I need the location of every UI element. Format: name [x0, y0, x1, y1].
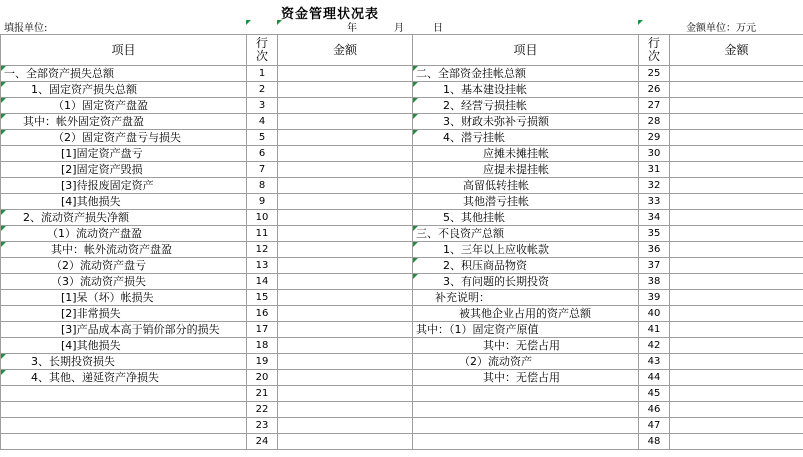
table-row	[1, 226, 803, 242]
amount-left-cell[interactable]	[278, 322, 413, 338]
amount-left-cell[interactable]	[278, 130, 413, 146]
row-number-left: 4	[247, 114, 278, 130]
row-number-right: 44	[639, 370, 670, 386]
item-left: 1、固定资产损失总额	[1, 82, 247, 98]
amount-right-cell[interactable]	[670, 98, 803, 114]
table-row	[1, 338, 803, 354]
row-number-right: 40	[639, 306, 670, 322]
row-number-right: 47	[639, 418, 670, 434]
table-row	[1, 322, 803, 338]
row-number-right: 39	[639, 290, 670, 306]
item-right: 补充说明：	[413, 290, 639, 306]
row-number-left: 20	[247, 370, 278, 386]
header-row-top: 行	[647, 36, 660, 50]
date-day-label: 日	[433, 23, 443, 34]
amount-right-cell[interactable]	[670, 130, 803, 146]
header-row-top: 行	[255, 36, 268, 50]
row-number-right: 38	[639, 274, 670, 290]
table-row	[1, 114, 803, 130]
amount-right-cell[interactable]	[670, 82, 803, 98]
item-left	[1, 434, 247, 450]
amount-right-cell[interactable]	[670, 322, 803, 338]
item-left: （1）固定资产盘盈	[1, 98, 247, 114]
amount-left-cell[interactable]	[278, 146, 413, 162]
item-right	[413, 418, 639, 434]
table-row	[1, 402, 803, 418]
amount-right-cell[interactable]	[670, 306, 803, 322]
row-number-left: 2	[247, 82, 278, 98]
item-left: 其中：帐外固定资产盘盈	[1, 114, 247, 130]
row-number-left: 16	[247, 306, 278, 322]
item-left: 3、长期投资损失	[1, 354, 247, 370]
row-number-right: 36	[639, 242, 670, 258]
table-row	[1, 306, 803, 322]
item-left: （2）固定资产盘亏与损失	[1, 130, 247, 146]
row-number-right: 30	[639, 146, 670, 162]
item-right: 应提未提挂帐	[413, 162, 639, 178]
item-right: （2）流动资产	[413, 354, 639, 370]
item-left: [1]固定资产盘亏	[1, 146, 247, 162]
amount-right-cell[interactable]	[670, 226, 803, 242]
amount-left-cell[interactable]	[278, 66, 413, 82]
date-year-label: 年	[347, 23, 357, 34]
amount-left-cell[interactable]	[278, 258, 413, 274]
item-left: [3]产品成本高于销价部分的损失	[1, 322, 247, 338]
item-left: [2]非常损失	[1, 306, 247, 322]
header-item-left: 项目	[1, 35, 247, 66]
table-row	[1, 194, 803, 210]
row-number-right: 28	[639, 114, 670, 130]
row-number-right: 29	[639, 130, 670, 146]
item-right: 3、财政未弥补亏损额	[413, 114, 639, 130]
row-number-left: 11	[247, 226, 278, 242]
table-row	[1, 258, 803, 274]
row-number-right: 32	[639, 178, 670, 194]
row-number-left: 17	[247, 322, 278, 338]
item-right: 其中：（1）固定资产原值	[413, 322, 639, 338]
item-right	[413, 402, 639, 418]
header-row-number-right	[639, 35, 670, 66]
item-left: 一、全部资产损失总额	[1, 66, 247, 82]
amount-right-cell[interactable]	[670, 210, 803, 226]
amount-left-cell[interactable]	[278, 290, 413, 306]
item-left: 2、流动资产损失净额	[1, 210, 247, 226]
row-number-left: 6	[247, 146, 278, 162]
amount-right-cell[interactable]	[670, 274, 803, 290]
amount-right-cell[interactable]	[670, 434, 803, 450]
amount-left-cell[interactable]	[278, 386, 413, 402]
header-amount-left: 金额	[278, 35, 413, 66]
table-row	[1, 290, 803, 306]
amount-right-cell[interactable]	[670, 386, 803, 402]
item-right	[413, 386, 639, 402]
header-row-bottom: 次	[255, 49, 268, 63]
row-number-left: 7	[247, 162, 278, 178]
row-number-left: 3	[247, 98, 278, 114]
table-row	[1, 66, 803, 82]
row-number-right: 41	[639, 322, 670, 338]
amount-left-cell[interactable]	[278, 98, 413, 114]
amount-right-cell[interactable]	[670, 162, 803, 178]
item-left: [2]固定资产毁损	[1, 162, 247, 178]
amount-left-cell[interactable]	[278, 178, 413, 194]
table-row	[1, 434, 803, 450]
row-number-right: 25	[639, 66, 670, 82]
amount-left-cell[interactable]	[278, 194, 413, 210]
amount-left-cell[interactable]	[278, 226, 413, 242]
item-left	[1, 418, 247, 434]
row-number-right: 42	[639, 338, 670, 354]
date-month-label: 月	[394, 23, 404, 34]
row-number-right: 27	[639, 98, 670, 114]
row-number-right: 37	[639, 258, 670, 274]
amount-right-cell[interactable]	[670, 146, 803, 162]
table-row	[1, 242, 803, 258]
table-row	[1, 386, 803, 402]
amount-right-cell[interactable]	[670, 402, 803, 418]
row-number-left: 12	[247, 242, 278, 258]
amount-left-cell[interactable]	[278, 210, 413, 226]
table-row	[1, 370, 803, 386]
row-number-left: 14	[247, 274, 278, 290]
amount-right-cell[interactable]	[670, 178, 803, 194]
item-right: 被其他企业占用的资产总额	[413, 306, 639, 322]
header-amount-right: 金额	[670, 35, 803, 66]
amount-right-cell[interactable]	[670, 114, 803, 130]
amount-left-cell[interactable]	[278, 114, 413, 130]
item-right: 其中：无偿占用	[413, 370, 639, 386]
row-number-left: 23	[247, 418, 278, 434]
amount-right-cell[interactable]	[670, 370, 803, 386]
item-right: 其他潜亏挂帐	[413, 194, 639, 210]
amount-right-cell[interactable]	[670, 258, 803, 274]
reporting-unit-label: 填报单位:	[4, 23, 48, 34]
row-number-left: 9	[247, 194, 278, 210]
item-right: 5、其他挂帐	[413, 210, 639, 226]
item-right: 1、基本建设挂帐	[413, 82, 639, 98]
item-right: 3、有问题的长期投资	[413, 274, 639, 290]
fund-status-table	[0, 34, 803, 450]
table-row	[1, 162, 803, 178]
item-right: 二、全部资金挂帐总额	[413, 66, 639, 82]
amount-right-cell[interactable]	[670, 66, 803, 82]
row-number-left: 22	[247, 402, 278, 418]
item-right	[413, 434, 639, 450]
header-row-bottom: 次	[647, 49, 660, 63]
row-number-left: 19	[247, 354, 278, 370]
item-left: [4]其他损失	[1, 194, 247, 210]
row-number-right: 46	[639, 402, 670, 418]
row-number-right: 48	[639, 434, 670, 450]
amount-left-cell[interactable]	[278, 274, 413, 290]
table-row	[1, 210, 803, 226]
page-title: 资金管理状况表	[280, 7, 379, 22]
amount-right-cell[interactable]	[670, 338, 803, 354]
item-right: 2、经营亏损挂帐	[413, 98, 639, 114]
amount-right-cell[interactable]	[670, 418, 803, 434]
header-item-right: 项目	[413, 35, 639, 66]
row-number-right: 45	[639, 386, 670, 402]
row-number-left: 5	[247, 130, 278, 146]
item-right: 1、三年以上应收帐款	[413, 242, 639, 258]
row-number-left: 21	[247, 386, 278, 402]
item-left: [1]呆（坏）帐损失	[1, 290, 247, 306]
amount-left-cell[interactable]	[278, 338, 413, 354]
item-right: 高留低转挂帐	[413, 178, 639, 194]
table-row	[1, 354, 803, 370]
amount-right-cell[interactable]	[670, 354, 803, 370]
table-row	[1, 98, 803, 114]
table-row	[1, 178, 803, 194]
row-number-left: 18	[247, 338, 278, 354]
amount-left-cell[interactable]	[278, 434, 413, 450]
row-number-left: 1	[247, 66, 278, 82]
table-row	[1, 130, 803, 146]
amount-left-cell[interactable]	[278, 370, 413, 386]
row-number-left: 8	[247, 178, 278, 194]
header-row	[1, 35, 803, 66]
header-row-number-left	[247, 35, 278, 66]
item-right: 其中：无偿占用	[413, 338, 639, 354]
amount-left-cell[interactable]	[278, 242, 413, 258]
amount-left-cell[interactable]	[278, 162, 413, 178]
item-left: （1）流动资产盘盈	[1, 226, 247, 242]
amount-right-cell[interactable]	[670, 194, 803, 210]
item-right: 4、潜亏挂帐	[413, 130, 639, 146]
item-right: 2、积压商品物资	[413, 258, 639, 274]
table-row	[1, 274, 803, 290]
row-number-right: 33	[639, 194, 670, 210]
amount-unit-label: 金额单位：万元	[686, 23, 756, 34]
table-row	[1, 82, 803, 98]
cell-marker	[246, 20, 251, 25]
table-row	[1, 146, 803, 162]
row-number-left: 24	[247, 434, 278, 450]
item-left: [4]其他损失	[1, 338, 247, 354]
item-left	[1, 386, 247, 402]
item-left	[1, 402, 247, 418]
cell-marker	[638, 20, 643, 25]
item-left: 其中：帐外流动资产盘盈	[1, 242, 247, 258]
item-right: 应摊未摊挂帐	[413, 146, 639, 162]
amount-left-cell[interactable]	[278, 418, 413, 434]
table-row	[1, 418, 803, 434]
row-number-right: 35	[639, 226, 670, 242]
amount-left-cell[interactable]	[278, 354, 413, 370]
row-number-left: 15	[247, 290, 278, 306]
item-right: 三、不良资产总额	[413, 226, 639, 242]
amount-right-cell[interactable]	[670, 290, 803, 306]
item-left: [3]待报废固定资产	[1, 178, 247, 194]
row-number-right: 34	[639, 210, 670, 226]
item-left: （3）流动资产损失	[1, 274, 247, 290]
item-left: 4、其他、递延资产净损失	[1, 370, 247, 386]
row-number-left: 13	[247, 258, 278, 274]
amount-right-cell[interactable]	[670, 242, 803, 258]
item-left: （2）流动资产盘亏	[1, 258, 247, 274]
row-number-right: 43	[639, 354, 670, 370]
row-number-right: 26	[639, 82, 670, 98]
amount-left-cell[interactable]	[278, 82, 413, 98]
row-number-right: 31	[639, 162, 670, 178]
cell-marker	[277, 20, 282, 25]
amount-left-cell[interactable]	[278, 306, 413, 322]
row-number-left: 10	[247, 210, 278, 226]
amount-left-cell[interactable]	[278, 402, 413, 418]
